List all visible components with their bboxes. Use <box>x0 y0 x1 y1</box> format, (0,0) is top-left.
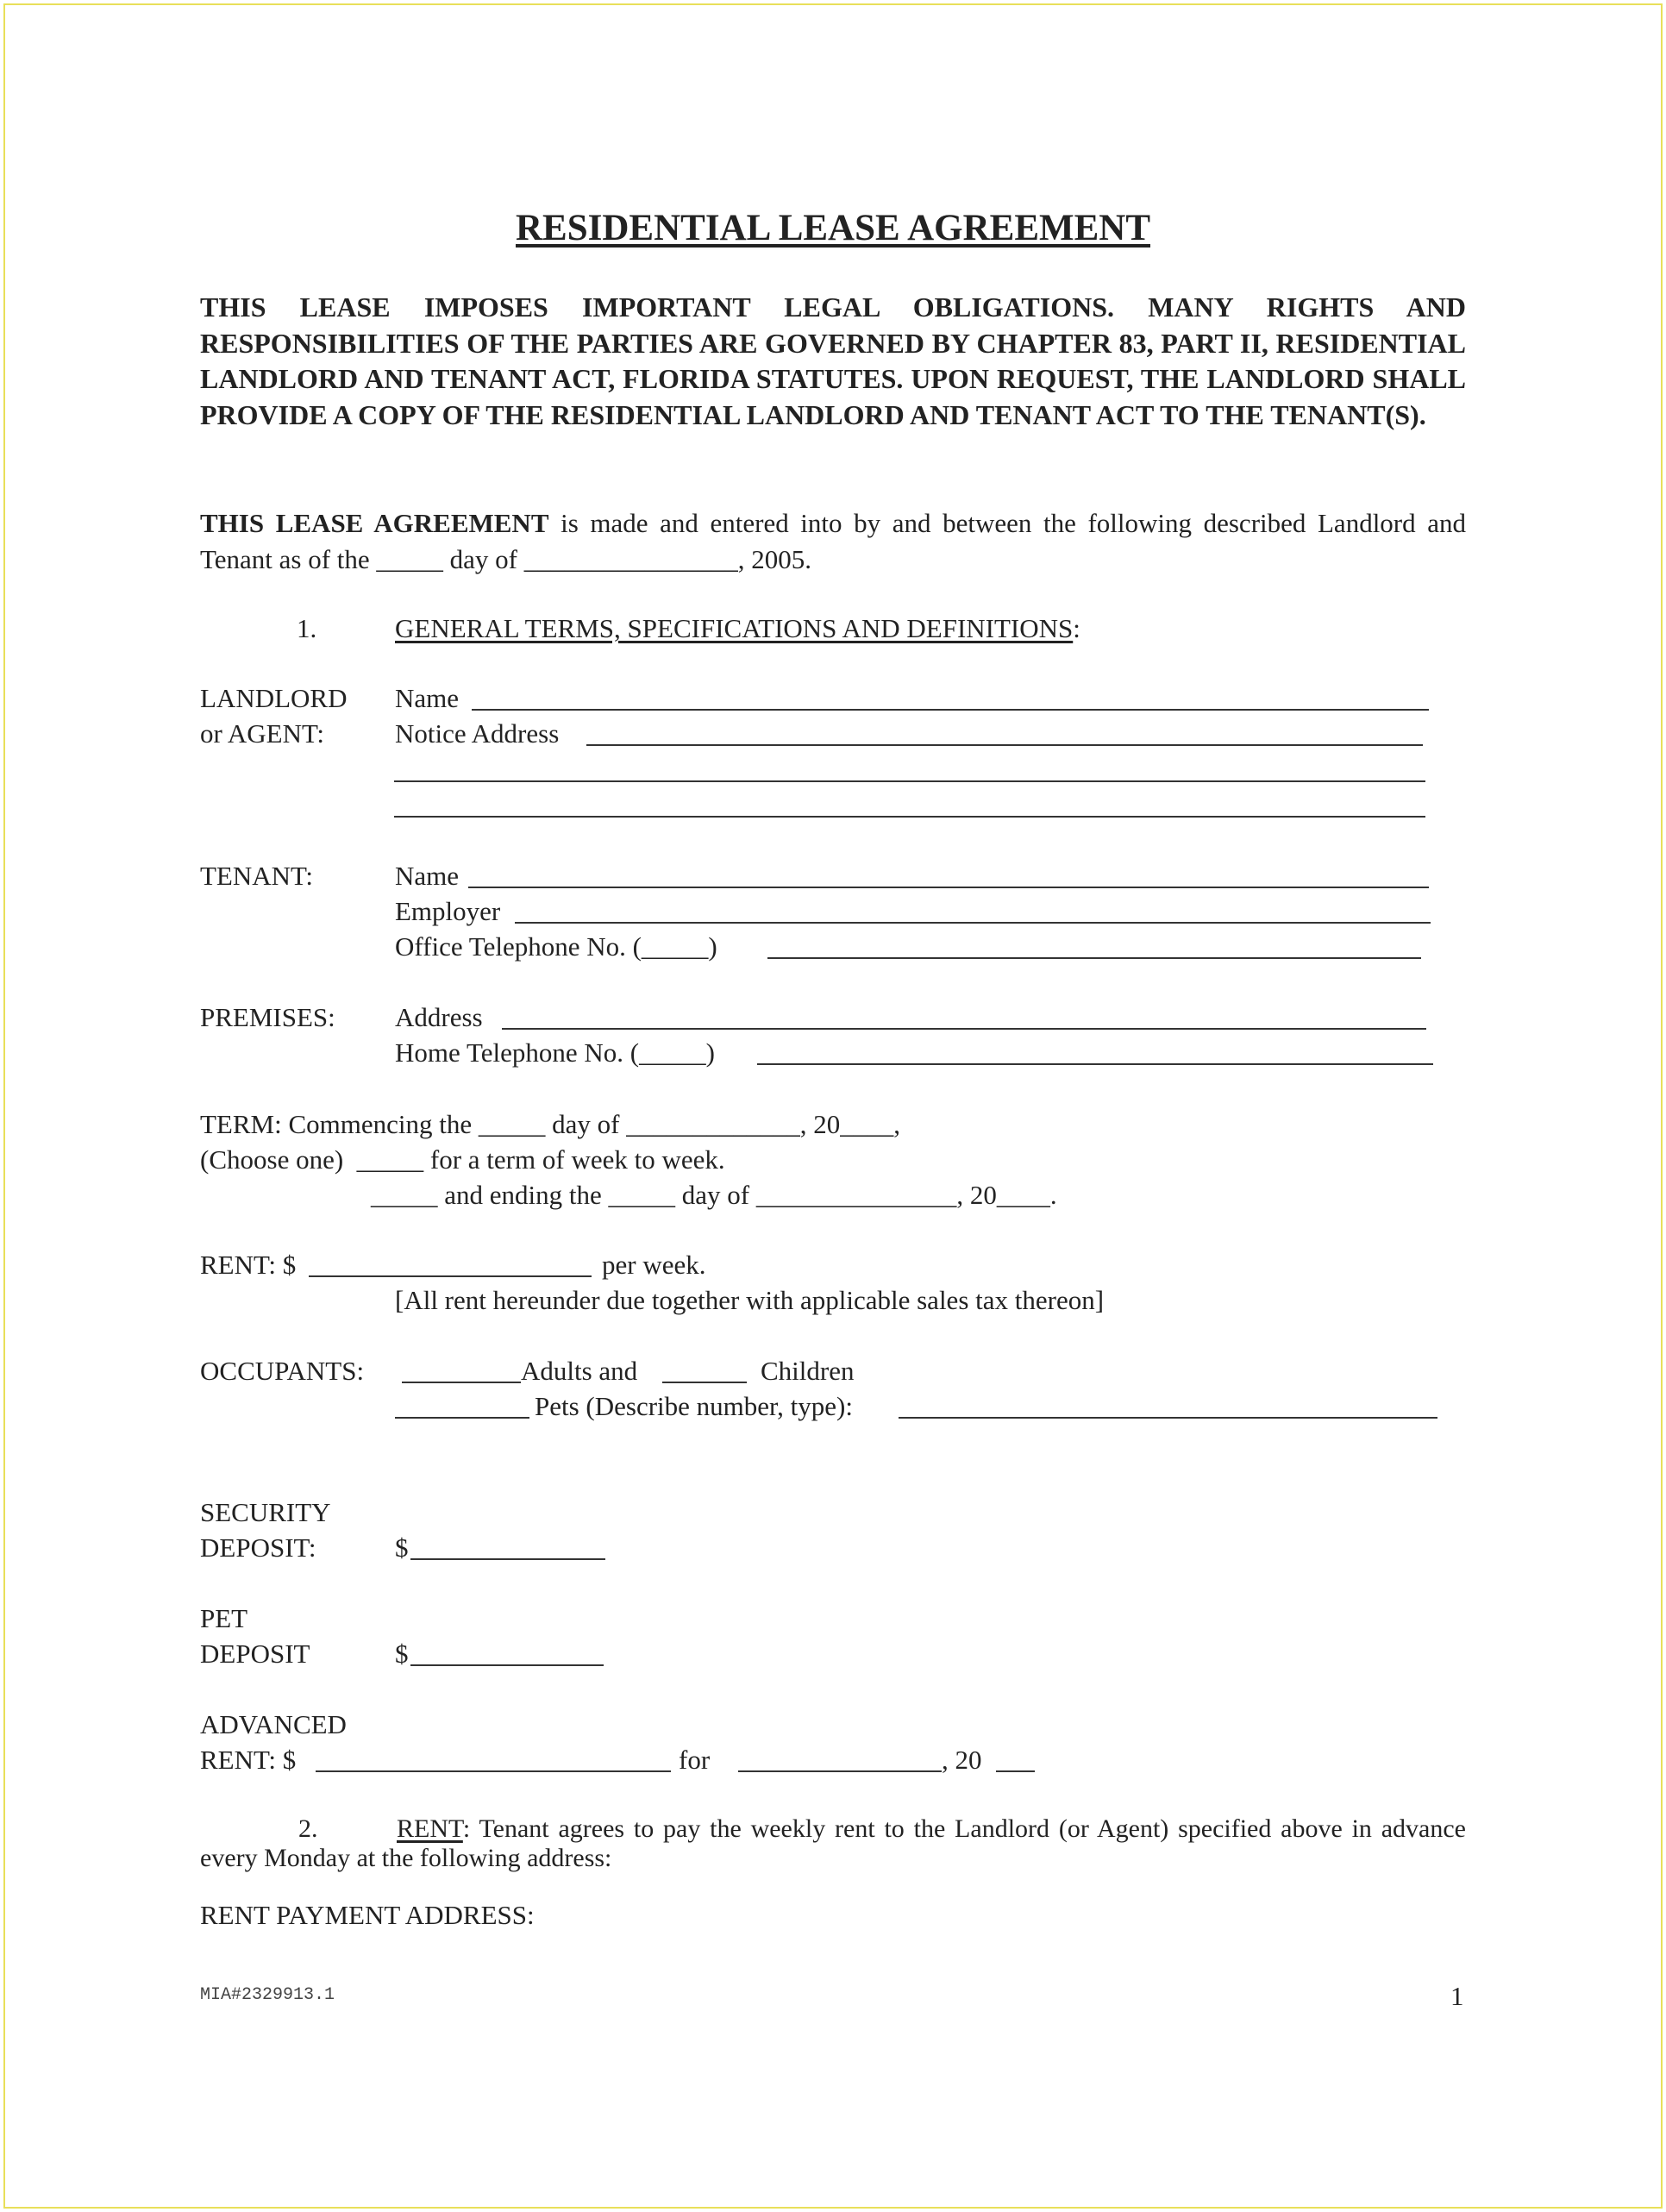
advanced-label-1: ADVANCED <box>200 1709 347 1739</box>
legal-notice: THIS LEASE IMPOSES IMPORTANT LEGAL OBLIGATIONS. MANY RIGHTS AND RESPONSIBILITIES OF THE PARTIES ARE GOVERNED BY CHAPTER 83, PART II, RESIDENTIAL LANDLORD AND TENANT ACT, FLORIDA STATUTES. UPON REQUEST, THE LANDLORD SHALL PROVIDE A COPY OF THE RESIDENTIAL LANDLORD AND TENANT ACT TO THE TENANT(S). <box>200 291 1466 430</box>
landlord-name-label: Name <box>395 683 460 713</box>
premises-phone-label: Home Telephone No. (_____) <box>395 1037 715 1068</box>
agent-label: or AGENT: <box>200 718 324 749</box>
section-2-text: : Tenant agrees to pay the weekly rent to the Landlord (or Agent) specified above in advance every Monday at the following address: <box>200 1814 1466 1872</box>
adults-field[interactable] <box>402 1382 521 1383</box>
pet-deposit-label-1: PET <box>200 1603 248 1633</box>
tenant-employer-label: Employer <box>395 896 501 926</box>
document-title: RESIDENTIAL LEASE AGREEMENT <box>516 208 1150 248</box>
landlord-address-line-2[interactable] <box>394 780 1425 782</box>
advanced-label-2: RENT: $ <box>200 1745 297 1775</box>
landlord-address-line-3[interactable] <box>394 816 1425 818</box>
tenant-name-label: Name <box>395 861 460 891</box>
section-1-number: 1. <box>297 613 317 643</box>
section-1-heading <box>395 613 1080 644</box>
tenant-label: TENANT: <box>200 861 314 891</box>
adults-label: Adults and <box>521 1356 638 1386</box>
advanced-year-label: , 20 <box>942 1745 982 1775</box>
security-label-2: DEPOSIT: <box>200 1532 316 1563</box>
premises-address-label: Address <box>395 1002 483 1032</box>
security-dollar: $ <box>395 1532 409 1563</box>
premises-address-field[interactable] <box>502 1028 1426 1030</box>
intro-bold: THIS LEASE AGREEMENT <box>200 508 549 538</box>
intro-text: is made and entered into by and between the following described Landlord and Tenant as of the _____ day of ________________, 2005. <box>200 508 1466 574</box>
section-2-heading: RENT <box>397 1814 463 1843</box>
pets-label: Pets (Describe number, type): <box>535 1391 853 1421</box>
tenant-phone-label: Office Telephone No. (_____) <box>395 931 717 962</box>
rent-note: [All rent hereunder due together with applicable sales tax thereon] <box>395 1285 1105 1315</box>
section-2-paragraph <box>200 1814 1466 1873</box>
tenant-name-field[interactable] <box>468 887 1429 888</box>
landlord-address-label: Notice Address <box>395 718 560 749</box>
advanced-rent-period-field[interactable] <box>738 1770 942 1772</box>
pets-count-field[interactable] <box>395 1417 529 1419</box>
term-line-2: (Choose one) _____ for a term of week to week. <box>200 1144 725 1175</box>
section-1-title: GENERAL TERMS, SPECIFICATIONS AND DEFINITIONS <box>395 613 1074 643</box>
children-label: Children <box>761 1356 855 1386</box>
pet-deposit-label-2: DEPOSIT <box>200 1639 310 1669</box>
premises-phone-field[interactable] <box>757 1063 1433 1065</box>
document-id: MIA#2329913.1 <box>200 1985 335 2005</box>
intro-paragraph <box>200 505 1466 578</box>
advanced-year-field[interactable] <box>996 1770 1035 1772</box>
landlord-label: LANDLORD <box>200 683 348 713</box>
tenant-employer-field[interactable] <box>515 922 1431 924</box>
page-number: 1 <box>1450 1981 1464 2011</box>
pet-deposit-field[interactable] <box>410 1664 604 1666</box>
section-2-number: 2. <box>298 1814 318 1843</box>
term-line-1: TERM: Commencing the _____ day of _____________, 20____, <box>200 1109 900 1139</box>
section-1-colon: : <box>1073 613 1080 643</box>
security-label-1: SECURITY <box>200 1497 331 1527</box>
occupants-label: OCCUPANTS: <box>200 1356 365 1386</box>
rent-label: RENT: $ <box>200 1250 297 1280</box>
rent-amount-field[interactable] <box>309 1275 592 1277</box>
tenant-phone-field[interactable] <box>767 957 1421 959</box>
landlord-name-field[interactable] <box>472 709 1429 711</box>
advanced-for: for <box>679 1745 711 1775</box>
premises-label: PREMISES: <box>200 1002 335 1032</box>
children-field[interactable] <box>662 1382 747 1383</box>
pet-deposit-dollar: $ <box>395 1639 409 1669</box>
term-line-3: _____ and ending the _____ day of _______________, 20____. <box>371 1180 1057 1210</box>
pets-description-field[interactable] <box>899 1417 1437 1419</box>
landlord-address-field[interactable] <box>586 744 1423 746</box>
rent-payment-address-label: RENT PAYMENT ADDRESS: <box>200 1900 535 1930</box>
advanced-rent-amount-field[interactable] <box>316 1770 671 1772</box>
rent-per-week: per week. <box>602 1250 706 1280</box>
security-deposit-field[interactable] <box>410 1558 605 1560</box>
